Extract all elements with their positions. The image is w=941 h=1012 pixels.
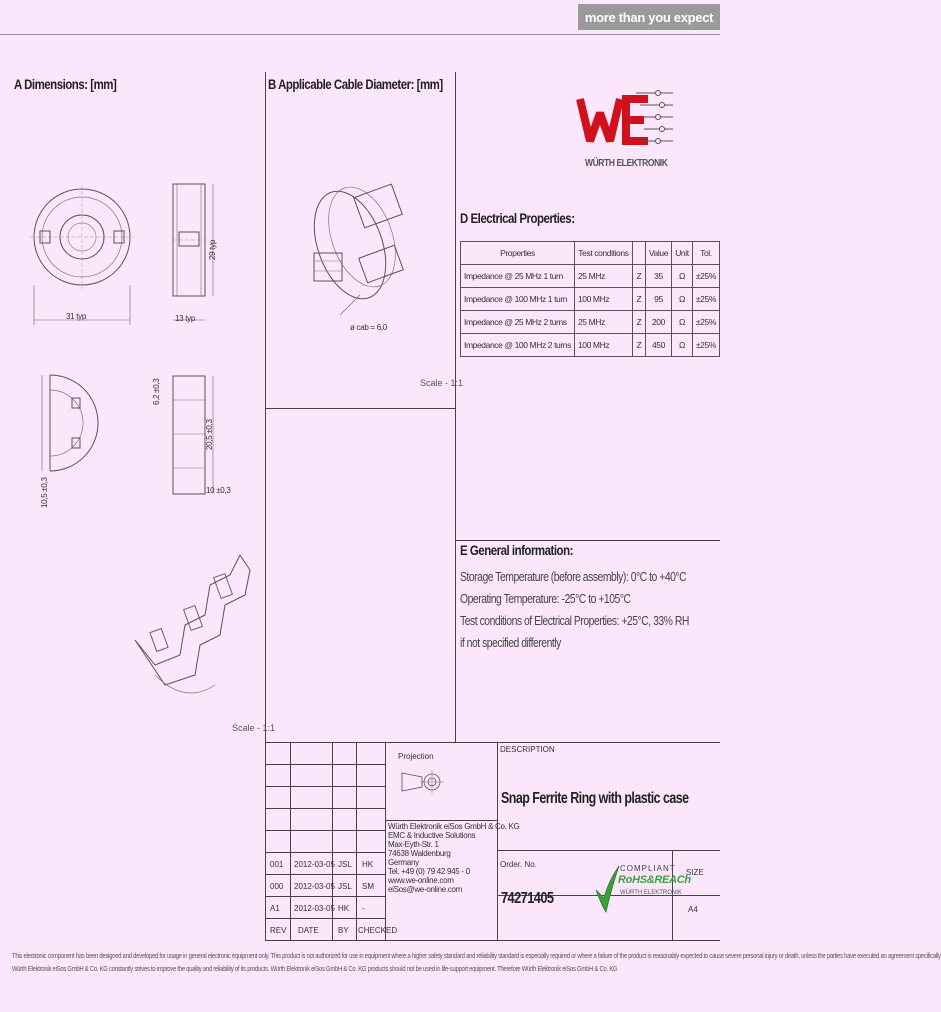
cell-symbol: Z [632,334,645,357]
section-e-title: E General information: [460,542,573,558]
company-line: Würth Elektronik eiSos GmbH & Co. KG [388,822,520,831]
company-line: Germany [388,858,419,867]
table-row [461,265,720,288]
ring-half-view [30,370,110,480]
table-row [461,311,720,334]
table-row [461,288,720,311]
ring-top-view [165,370,235,500]
tb-hline [385,820,497,821]
cell-unit: Ω [672,288,693,311]
order-code-label: Order. No. [500,860,537,869]
cell-symbol: Z [632,265,645,288]
cell-tolerance: ±25% [692,265,719,288]
cable-diameter-label: ø cab = 6,0 [350,323,387,332]
header-divider [0,34,720,35]
general-line: Storage Temperature (before assembly): 0°C to +40°C [460,569,687,584]
cell-value: 35 [645,265,671,288]
header-symbol [632,242,645,265]
compliant-brand: WÜRTH ELEKTRONIK [620,890,682,896]
tb-hline [497,850,720,851]
rev-date: 2012-03-05 [294,882,335,891]
scale-label-b: Scale - 1:1 [420,378,464,388]
cell-value: 95 [645,288,671,311]
company-line: Max-Eyth-Str. 1 [388,840,439,849]
tb-hline [265,830,385,831]
projection-label: Projection [398,752,434,761]
general-line: if not specified differently [460,635,561,650]
cell-unit: Ω [672,311,693,334]
rev-header-checked: CHECKED [358,926,398,935]
divider-b-d [455,72,456,742]
rev-checked: HK [362,860,374,869]
rev-header-rev: REV [270,926,287,935]
tb-vline [290,742,291,940]
cell-value: 200 [645,311,671,334]
cell-condition: 100 MHz [574,334,632,357]
rev-date: 2012-03-05 [294,904,335,913]
height-dimension: 29 typ [208,240,217,260]
tb-hline [265,918,385,919]
dim-c-label: 10,5 ±0,3 [40,477,49,508]
cell-symbol: Z [632,288,645,311]
cell-condition: 100 MHz [574,288,632,311]
general-line: Operating Temperature: -25°C to +105°C [460,591,631,606]
order-code: 74271405 [501,890,554,907]
tagline-text: more than you expect [584,9,714,25]
table-header-row [461,242,720,265]
tb-hline [265,852,385,853]
divider-a-b [265,72,266,742]
cell-property: Impedance @ 100 MHz 1 turn [461,288,575,311]
tb-vline [385,742,386,940]
header-value: Value [645,242,671,265]
general-info-block [460,566,746,654]
cell-tolerance: ±25% [692,334,719,357]
compliant-label: COMPLIANT [620,864,676,873]
table-row [461,334,720,357]
rev-header-date: DATE [298,926,319,935]
rev-cell: A1 [270,904,280,913]
footer-disclaimer-1: This electronic component has been designed and developed for usage in general electronic equipment only. This product is not authorized for use in equipment where a higher safety standard and reliability standard is especially required or where a failure of the product is reasonably expected to cause severe personal injury or death, unless the parties have executed an agreement specifically [12,951,941,960]
description-label: DESCRIPTION [500,745,555,754]
cell-unit: Ω [672,265,693,288]
cell-property: Impedance @ 25 MHz 1 turn [461,265,575,288]
header-unit: Unit [672,242,693,265]
width-dimension: 31 typ [66,312,86,321]
rev-cell: 000 [270,882,284,891]
cell-value: 450 [645,334,671,357]
tb-vline [265,742,266,940]
tb-hline [265,786,385,787]
projection-symbol-icon [400,765,445,800]
cell-condition: 25 MHz [574,311,632,334]
rev-checked: - [362,904,365,913]
rev-checked: SM [362,882,374,891]
size-value: A4 [688,905,698,914]
logo-brand-text: WÜRTH ELEKTRONIK [585,158,668,169]
title-block-top [265,742,720,743]
rev-cell: 001 [270,860,284,869]
cell-symbol: Z [632,311,645,334]
cell-property: Impedance @ 100 MHz 2 turns [461,334,575,357]
product-description: Snap Ferrite Ring with plastic case [501,790,689,807]
header-test-conditions: Test conditions [574,242,632,265]
rev-by: JSL [338,860,352,869]
company-line: EMC & Inductive Solutions [388,831,476,840]
company-line: 74638 Waldenburg [388,849,451,858]
rev-header-by: BY [338,926,349,935]
rev-by: JSL [338,882,352,891]
electrical-properties-table [460,241,720,357]
header-properties: Properties [461,242,575,265]
dim-d-label: 10 ±0,3 [206,486,231,495]
cell-tolerance: ±25% [692,311,719,334]
tb-hline [265,808,385,809]
rev-by: HK [338,904,350,913]
divider-b-bottom [265,408,455,409]
rev-date: 2012-03-05 [294,860,335,869]
tb-hline [265,896,385,897]
company-line: eiSos@we-online.com [388,885,463,894]
tb-hline [265,764,385,765]
ring-front-view [30,175,140,325]
cell-condition: 25 MHz [574,265,632,288]
cell-unit: Ω [672,334,693,357]
divider-d-e [455,540,720,541]
cell-property: Impedance @ 25 MHz 2 turns [461,311,575,334]
rohs-reach-label: RoHS&REACh [618,874,691,886]
footer-disclaimer-2: Würth Elektronik eiSos GmbH & Co. KG constantly strives to improve the quality and reliability of its products. Würth Elektronik eiSos GmbH & Co. KG products should not be used in life-support equipment. Therefore Würth Elektronik eiSos GmbH & Co. KG [12,964,618,973]
company-address [388,822,519,894]
section-d-title: D Electrical Properties: [460,210,575,226]
rohs-check-icon [592,862,620,914]
header-tolerance: Tol. [692,242,719,265]
length-dimension: 13 typ [175,314,195,323]
company-line: www.we-online.com [388,876,454,885]
cable-assembly-drawing [300,165,410,335]
title-block-bottom [265,940,720,941]
tb-vline [356,742,357,940]
dim-a-label: 6,2 ±0,3 [152,378,161,405]
tb-hline [265,874,385,875]
size-label: SIZE [686,868,704,877]
scale-label-a: Scale - 1:1 [232,723,276,733]
section-b-title: B Applicable Cable Diameter: [mm] [268,76,443,92]
company-line: Tel. +49 (0) 79 42 945 - 0 [388,867,470,876]
cell-tolerance: ±25% [692,288,719,311]
open-ring-view [125,545,255,705]
section-a-title: A Dimensions: [mm] [14,76,117,92]
dim-b-label: 20,5 ±0,3 [205,419,214,450]
general-line: Test conditions of Electrical Properties: +25°C, 33% RH [460,613,689,628]
tagline-banner [578,4,720,30]
